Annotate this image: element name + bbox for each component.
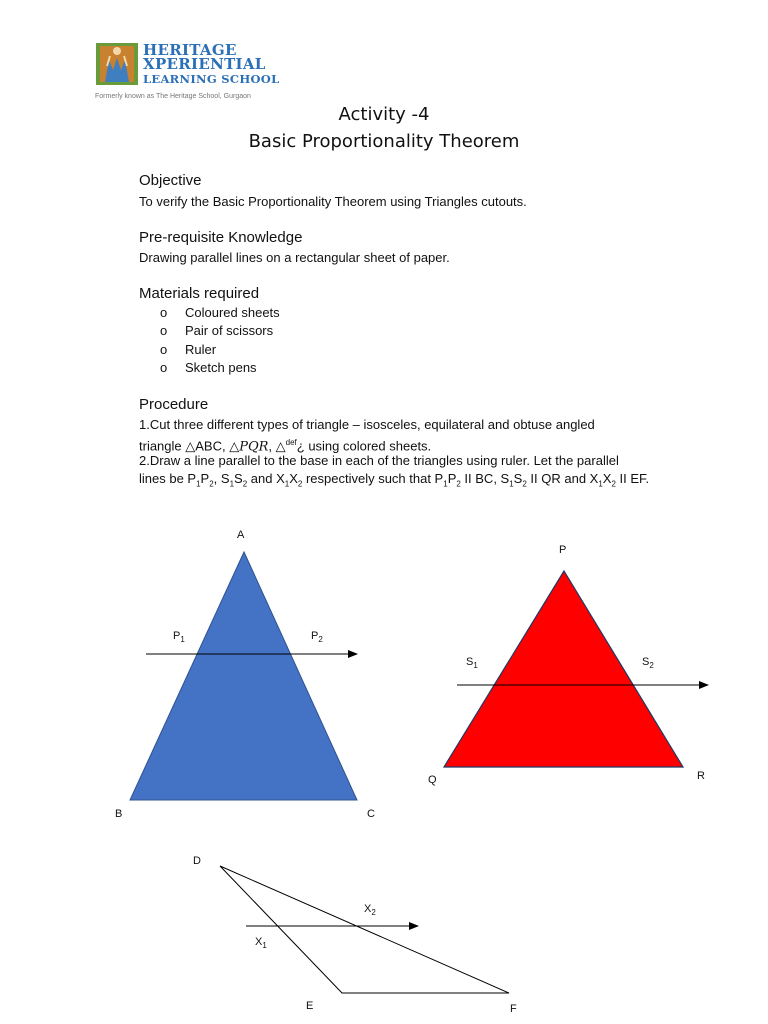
math-def: def xyxy=(285,438,297,447)
subscript: 2 xyxy=(242,479,248,489)
subscript: 1 xyxy=(443,479,448,489)
math-pqr: PQR xyxy=(239,439,269,455)
prerequisite-heading: Pre-requisite Knowledge xyxy=(139,229,303,246)
vertex-label-f: F xyxy=(510,1003,517,1015)
text-run: ¿ using colored sheets. xyxy=(296,438,432,454)
logo-line-1: HERITAGE xyxy=(143,41,237,59)
label-letter: P xyxy=(311,630,319,642)
text-run: respectively such that P xyxy=(302,471,444,486)
text-run: S xyxy=(234,471,243,486)
subscript: 1 xyxy=(509,479,514,489)
objective-heading: Objective xyxy=(139,172,202,189)
bullet-marker: o xyxy=(160,305,168,320)
objective-text: To verify the Basic Proportionality Theorem using Triangles cutouts. xyxy=(139,194,527,209)
material-item: Ruler xyxy=(185,342,217,357)
point-label-x1 xyxy=(255,936,267,950)
point-label-p2 xyxy=(311,630,323,644)
procedure-heading: Procedure xyxy=(139,396,209,413)
text-run: , S xyxy=(213,471,230,486)
subscript: 1 xyxy=(229,479,235,489)
logo-line-3: LEARNING SCHOOL xyxy=(143,72,280,86)
subscript: 2 xyxy=(456,479,461,489)
materials-heading: Materials required xyxy=(139,285,260,302)
triangle-def xyxy=(220,866,509,993)
text-run: II EF. xyxy=(615,471,650,486)
text-run: S xyxy=(513,471,523,486)
text-run: II QR and X xyxy=(526,471,599,486)
label-subscript: 1 xyxy=(180,635,185,645)
vertex-label-b: B xyxy=(115,808,123,820)
label-letter: X xyxy=(255,936,263,948)
bullet-marker: o xyxy=(160,323,168,338)
subscript: 2 xyxy=(611,479,616,489)
text-run: lines be P xyxy=(139,471,197,486)
point-label-p1 xyxy=(173,630,185,644)
triangle-abc xyxy=(130,552,357,800)
logo-line-2: XPERIENTIAL xyxy=(143,55,266,73)
text-run: , △ xyxy=(268,438,286,454)
vertex-label-p: P xyxy=(559,544,567,556)
subscript: 2 xyxy=(522,479,527,489)
label-subscript: 2 xyxy=(318,635,323,645)
label-subscript: 2 xyxy=(649,661,654,671)
text-run: X xyxy=(289,471,298,486)
vertex-label-e: E xyxy=(306,1000,314,1012)
label-letter: X xyxy=(364,903,372,915)
subscript: 1 xyxy=(598,479,603,489)
material-item: Pair of scissors xyxy=(185,323,274,338)
text-run: P xyxy=(447,471,457,486)
subscript: 2 xyxy=(297,479,303,489)
label-subscript: 1 xyxy=(262,941,267,951)
procedure-step2-line1: 2.Draw a line parallel to the base in each of the triangles using ruler. Let the parallel xyxy=(139,453,619,468)
subscript: 2 xyxy=(209,479,214,489)
text-run: II BC, S xyxy=(460,471,510,486)
point-label-s1 xyxy=(466,656,478,670)
vertex-label-c: C xyxy=(367,808,375,820)
vertex-label-r: R xyxy=(697,770,705,782)
text-run: P xyxy=(200,471,210,486)
label-subscript: 2 xyxy=(371,908,376,918)
activity-title: Activity -4 xyxy=(338,104,430,125)
text-run: and X xyxy=(247,471,285,486)
procedure-step1-line1: 1.Cut three different types of triangle – isosceles, equilateral and obtuse angled xyxy=(139,417,595,432)
subscript: 1 xyxy=(196,479,201,489)
theorem-title: Basic Proportionality Theorem xyxy=(248,131,520,152)
vertex-label-q: Q xyxy=(428,774,437,786)
label-letter: P xyxy=(173,630,181,642)
logo-tagline: Formerly known as The Heritage School, Gurgaon xyxy=(95,93,251,100)
bullet-marker: o xyxy=(160,342,168,357)
bullet-marker: o xyxy=(160,360,168,375)
label-subscript: 1 xyxy=(473,661,478,671)
text-run: triangle △ABC, △ xyxy=(139,438,240,454)
subscript: 1 xyxy=(284,479,290,489)
text-run: X xyxy=(602,471,612,486)
vertex-label-a: A xyxy=(237,529,245,541)
material-item: Sketch pens xyxy=(185,360,257,375)
point-label-x2 xyxy=(364,903,376,917)
prerequisite-text: Drawing parallel lines on a rectangular sheet of paper. xyxy=(139,250,450,265)
vertex-label-d: D xyxy=(193,855,201,867)
label-letter: S xyxy=(466,656,474,668)
material-item: Coloured sheets xyxy=(185,305,280,320)
point-label-s2 xyxy=(642,656,654,670)
label-letter: S xyxy=(642,656,650,668)
